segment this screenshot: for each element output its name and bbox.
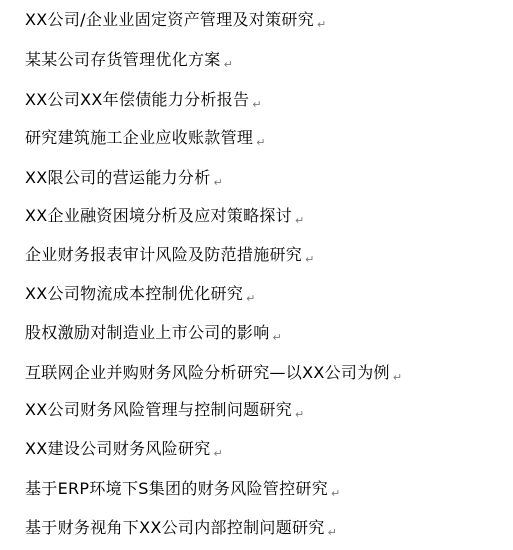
document-line <box>25 321 282 345</box>
document-line <box>25 48 233 72</box>
line-text: 研究建筑施工企业应收账款管理 <box>25 128 254 147</box>
document-line <box>25 166 223 190</box>
line-text: 基于ERP环境下S集团的财务风险管控研究 <box>25 479 329 498</box>
document-line <box>25 398 305 422</box>
paragraph-mark-icon: ↵ <box>317 18 327 31</box>
paragraph-mark-icon: ↵ <box>295 214 305 227</box>
paragraph-mark-icon: ↵ <box>213 447 224 460</box>
paragraph-mark-icon: ↵ <box>246 292 256 305</box>
document-line <box>25 88 262 112</box>
document-line <box>25 477 341 501</box>
paragraph-mark-icon: ↵ <box>272 331 283 344</box>
line-text: XX限公司的营运能力分析 <box>25 168 211 187</box>
document-line <box>25 126 266 150</box>
line-text: 基于财务视角下XX公司内部控制问题研究 <box>25 518 325 537</box>
document-line <box>25 204 305 228</box>
line-text: 互联网企业并购财务风险分析研究—以XX公司为例 <box>25 363 390 382</box>
paragraph-mark-icon: ↵ <box>331 487 341 500</box>
line-text: XX公司/企业业固定资产管理及对策研究 <box>25 10 315 29</box>
paragraph-mark-icon: ↵ <box>305 253 315 266</box>
document-line <box>25 361 402 385</box>
line-text: XX公司财务风险管理与控制问题研究 <box>25 400 293 419</box>
document-line <box>25 8 327 32</box>
paragraph-mark-icon: ↵ <box>223 58 234 71</box>
line-text: XX公司XX年偿债能力分析报告 <box>25 90 250 109</box>
document-line <box>25 437 223 461</box>
paragraph-mark-icon: ↵ <box>392 371 403 384</box>
paragraph-mark-icon: ↵ <box>252 98 262 111</box>
line-text: XX建设公司财务风险研究 <box>25 439 211 458</box>
paragraph-mark-icon: ↵ <box>295 408 305 421</box>
line-text: 企业财务报表审计风险及防范措施研究 <box>25 245 303 264</box>
line-text: XX公司物流成本控制优化研究 <box>25 284 244 303</box>
document-line <box>25 243 315 267</box>
line-text: 某某公司存货管理优化方案 <box>25 50 221 69</box>
document-line <box>25 282 256 306</box>
paragraph-mark-icon: ↵ <box>327 526 338 539</box>
paragraph-mark-icon: ↵ <box>213 176 224 189</box>
paragraph-mark-icon: ↵ <box>256 136 266 149</box>
document-line <box>25 516 337 540</box>
line-text: 股权激励对制造业上市公司的影响 <box>25 323 270 342</box>
line-text: XX企业融资困境分析及应对策略探讨 <box>25 206 293 225</box>
